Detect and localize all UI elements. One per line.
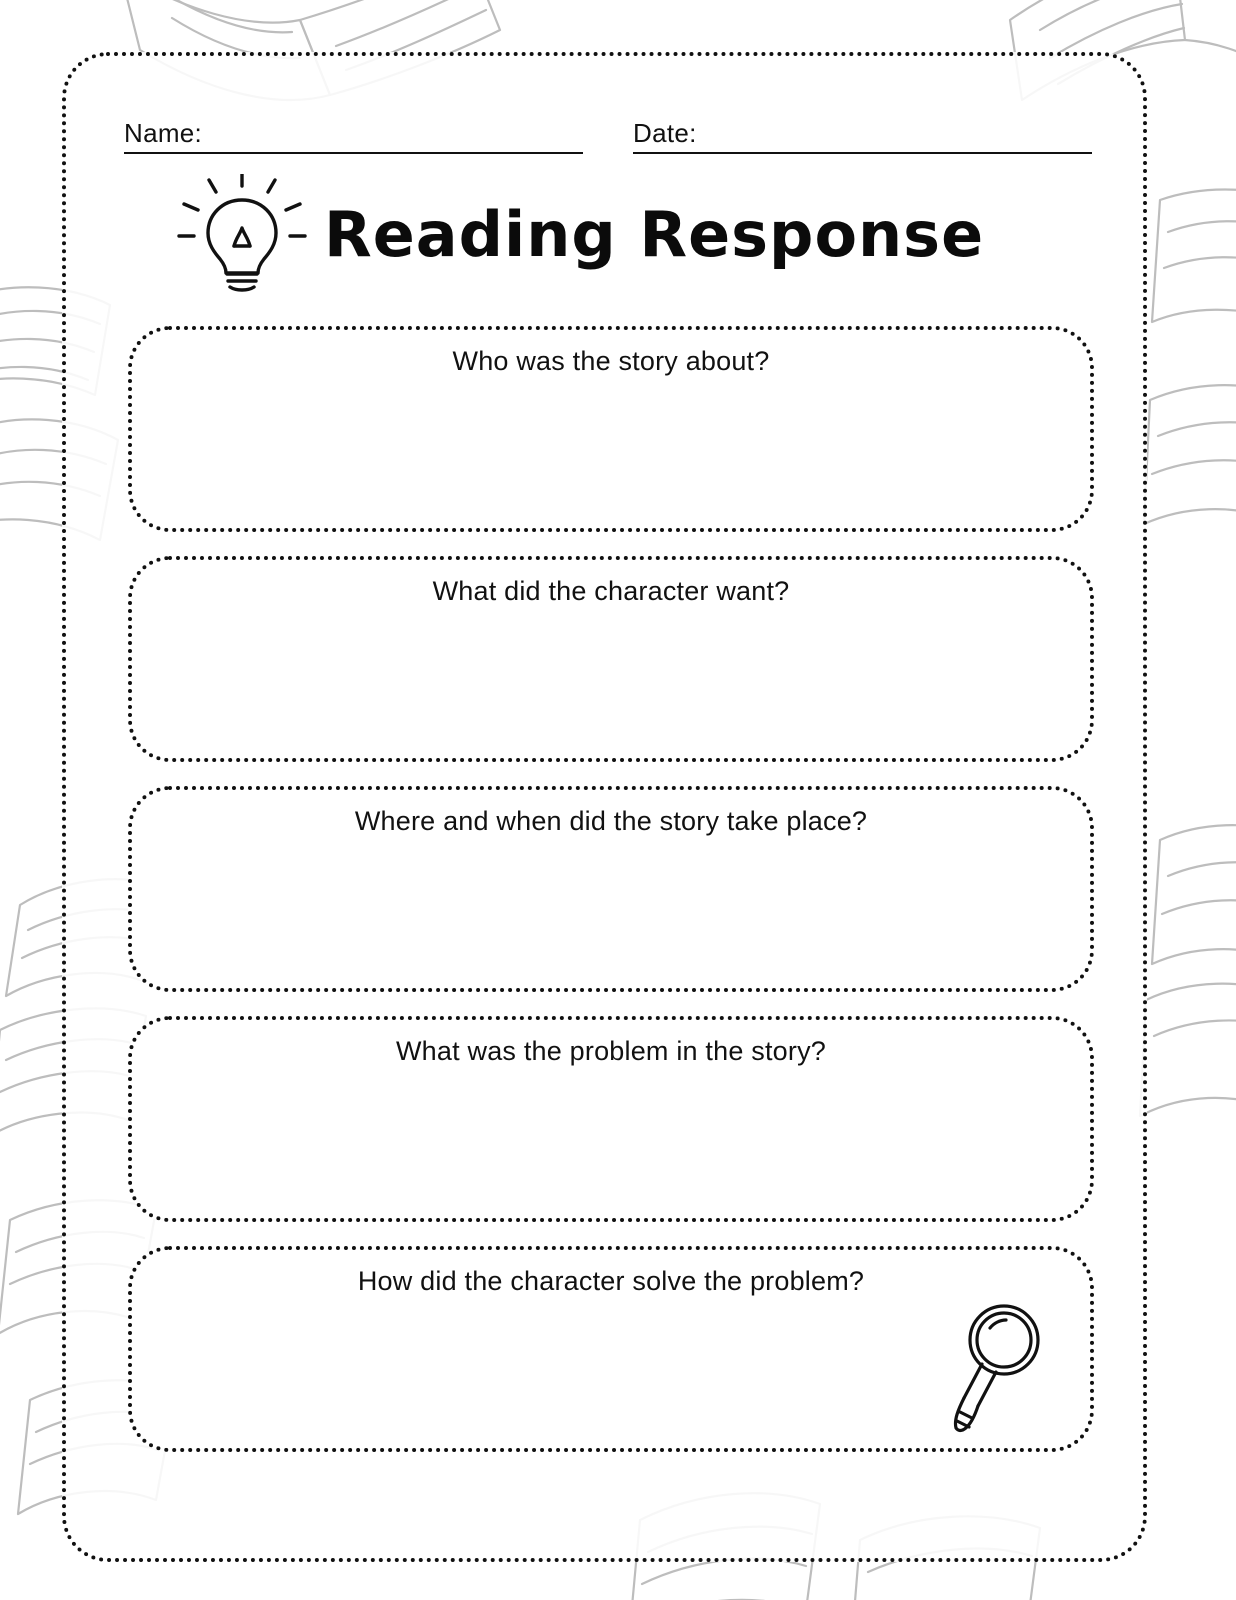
lightbulb-icon (176, 174, 308, 294)
name-field[interactable] (124, 102, 583, 154)
page-title-row (176, 174, 984, 294)
question-box-3[interactable] (128, 786, 1094, 992)
question-label-4: What was the problem in the story? (396, 1036, 826, 1066)
date-label: Date: (633, 118, 697, 148)
answer-area-4[interactable] (166, 1082, 1056, 1200)
answer-area-2[interactable] (166, 622, 1056, 740)
question-label-3: Where and when did the story take place? (354, 806, 868, 836)
question-box-2[interactable] (128, 556, 1094, 762)
worksheet-sheet (62, 52, 1147, 1562)
question-box-4[interactable] (128, 1016, 1094, 1222)
questions-list (128, 326, 1094, 1476)
name-date-row (124, 102, 1092, 154)
question-box-5[interactable] (128, 1246, 1094, 1452)
question-box-1[interactable] (128, 326, 1094, 532)
question-label-2: What did the character want? (432, 576, 790, 606)
magnifying-glass-icon (938, 1294, 1070, 1444)
page-title: Reading Response (324, 197, 985, 271)
date-field[interactable] (633, 102, 1092, 154)
name-label: Name: (124, 118, 203, 148)
answer-area-5[interactable] (166, 1312, 1056, 1430)
question-label-5: How did the character solve the problem? (357, 1266, 865, 1296)
answer-area-3[interactable] (166, 852, 1056, 970)
question-label-1: Who was the story about? (452, 346, 770, 376)
answer-area-1[interactable] (166, 392, 1056, 510)
